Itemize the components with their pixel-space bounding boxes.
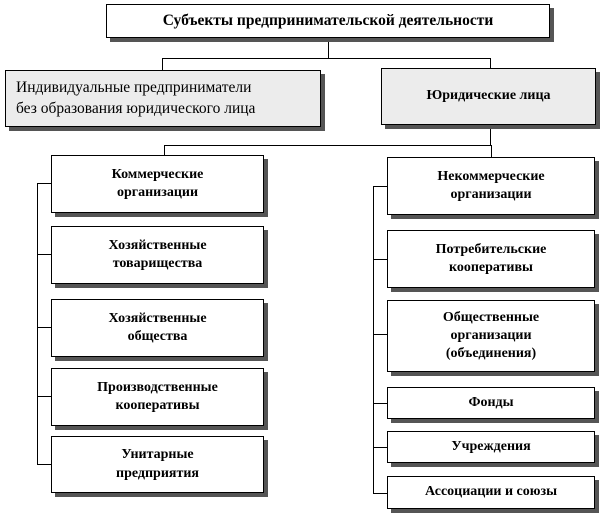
connector-legal-down <box>490 125 491 145</box>
right-node-associations: Ассоциации и союзы <box>387 476 595 509</box>
left-node-companies: Хозяйственные общества <box>51 299 264 357</box>
right-node-public-orgs: Общественные организации (объединения) <box>387 300 595 372</box>
left-bracket-tick <box>37 327 51 328</box>
left-node-commercial: Коммерческие организации <box>51 155 264 213</box>
root-node: Субъекты предпринимательской деятельности <box>106 4 550 38</box>
connector-branch-right <box>491 145 492 157</box>
right-bracket-tick <box>373 447 387 448</box>
individual-entrepreneurs-node: Индивидуальные предприниматели без образования юридического лица <box>5 70 321 127</box>
right-bracket-tick <box>373 186 387 187</box>
left-bracket-tick <box>37 396 51 397</box>
right-bracket-tick <box>373 493 387 494</box>
left-node-partnerships: Хозяйственные товарищества <box>51 226 264 284</box>
left-bracket-vertical <box>37 183 38 464</box>
right-node-noncommercial: Некоммерческие организации <box>387 157 595 215</box>
right-bracket-tick <box>373 259 387 260</box>
right-node-institutions: Учреждения <box>387 431 595 463</box>
left-node-cooperatives: Производственные кооперативы <box>51 368 264 426</box>
left-bracket-tick <box>37 464 51 465</box>
legal-entities-node: Юридические лица <box>381 68 596 125</box>
right-node-funds: Фонды <box>387 387 595 419</box>
connector-branch-horizontal <box>164 145 492 146</box>
left-node-unitary: Унитарные предприятия <box>51 436 264 493</box>
right-node-consumer-coops: Потребительские кооперативы <box>387 230 595 288</box>
left-bracket-tick <box>37 254 51 255</box>
right-bracket-tick <box>373 403 387 404</box>
connector-branch-left <box>164 145 165 155</box>
connector-top-horizontal <box>162 58 490 59</box>
connector-to-legal <box>490 58 491 68</box>
connector-to-individual <box>162 58 163 70</box>
connector-root-down <box>328 38 329 58</box>
right-bracket-tick <box>373 334 387 335</box>
left-bracket-tick <box>37 183 51 184</box>
